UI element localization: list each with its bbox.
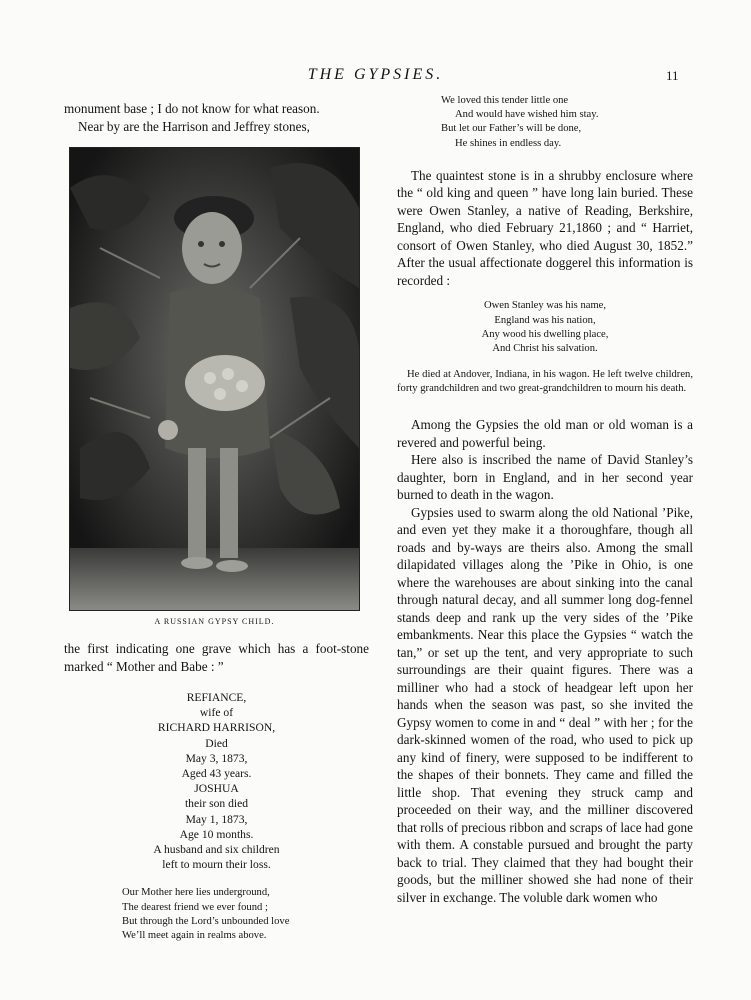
epitaph-line: A husband and six children [153, 843, 280, 857]
running-header-title: THE GYPSIES. [307, 66, 444, 83]
epitaph-line: JOSHUA [194, 782, 239, 796]
verse-line: We’ll meet again in realms above. [122, 930, 267, 942]
daughter-paragraph: Here also is inscribed the name of David Stanley’s daughter, born in England, and in her second year burned to death in the wagon. [397, 452, 693, 503]
verse-line: He shines in endless day. [455, 137, 562, 149]
epitaph-line: Aged 43 years. [181, 767, 252, 781]
epitaph-line: May 1, 1873, [185, 812, 248, 826]
verse-line: Any wood his dwelling place, [481, 328, 609, 340]
verse-line: But let our Father’s will be done, [441, 123, 582, 135]
harrison-epitaph [64, 690, 369, 872]
verse-line: And Christ his salvation. [492, 342, 598, 354]
left-column [64, 100, 369, 943]
figure-caption: A RUSSIAN GYPSY CHILD. [154, 617, 275, 626]
child-verse [441, 94, 693, 151]
gypsy-child-photo [69, 147, 360, 611]
left-after-figure-paragraph: the first indicating one grave which has a foot-stone marked “ Mother and Babe : ” [64, 641, 369, 674]
epitaph-line: Died [205, 736, 228, 750]
epitaph-line: their son died [184, 797, 249, 811]
epitaph-line: left to mourn their loss. [162, 858, 271, 872]
revered-paragraph: Among the Gypsies the old man or old woman is a revered and powerful being. [397, 417, 693, 450]
epitaph-line: Age 10 months. [179, 827, 254, 841]
left-intro-line-1: monument base ; I do not know for what reason. [64, 101, 320, 116]
stanley-death-note: He died at Andover, Indiana, in his wagon. He left twelve children, forty grandchildren and two great-grandchildren to mourn his death. [397, 369, 693, 395]
epitaph-line: RICHARD HARRISON, [157, 721, 276, 735]
verse-line: We loved this tender little one [441, 95, 569, 106]
page-number: 11 [666, 68, 679, 83]
verse-line: But through the Lord’s unbounded love [122, 915, 290, 927]
epitaph-line: May 3, 1873, [185, 751, 248, 765]
right-column [397, 95, 693, 906]
verse-line: And would have wished him stay. [455, 109, 599, 121]
left-intro-line-2: Near by are the Harrison and Jeffrey stones, [78, 118, 310, 134]
epitaph-line: REFIANCE, [186, 691, 247, 704]
epitaph-line: wife of [199, 706, 234, 720]
verse-line: Our Mother here lies underground, [122, 887, 270, 899]
figure-russian-gypsy-child [69, 147, 360, 626]
verse-line: The dearest friend we ever found ; [122, 901, 268, 913]
stanley-verse [397, 299, 693, 356]
verse-line: England was his nation, [494, 314, 596, 326]
stanley-paragraph: The quaintest stone is in a shrubby enclosure where the “ old king and queen ” have long lain buried. These were Owen Stanley, a native of Reading, Berkshire, England, who died February 21,1860 ; and “ Harriet, consort of Owen Stanley, who died August 30, 1852.” After the usual affectionate doggerel this information is recorded : [397, 167, 693, 288]
mother-verse [122, 886, 369, 943]
national-pike-paragraph: Gypsies used to swarm along the old National ’Pike, and even yet they make it a thoroughfare, though all roads and by-ways are theirs also. Among the small dilapidated villages along the ’Pike in Ohio, is one where the warehouses are about sinking into the canal through natural decay, and all summer long dog-fennel stands deep and rank up the very sides of the ’Pike embankments. Near this place the Gypsies “ watch the tan,” or set up the tent, and very appropriate to such surroundings are their quaint figures. There was a milliner who had a stock of headgear left upon her hands when the season was past, so she invited the Gypsy women to come in and “ deal ” with her ; for the dark-skinned women of the road, who used to pick up any kind of finery, were supposed to be indifferent to the shapes of their bonnets. They came and filled the little shop. That evening they struck camp and proceeded on their way, and the milliner discovered that rolls of precious ribbon and scraps of lace had gone with them. A constable pursued and brought the party back to trial. They claimed that they had bought their goods, but the milliner showed she had none of their silver in exchange. The voluble dark women who [397, 504, 693, 905]
verse-line: Owen Stanley was his name, [483, 300, 607, 312]
